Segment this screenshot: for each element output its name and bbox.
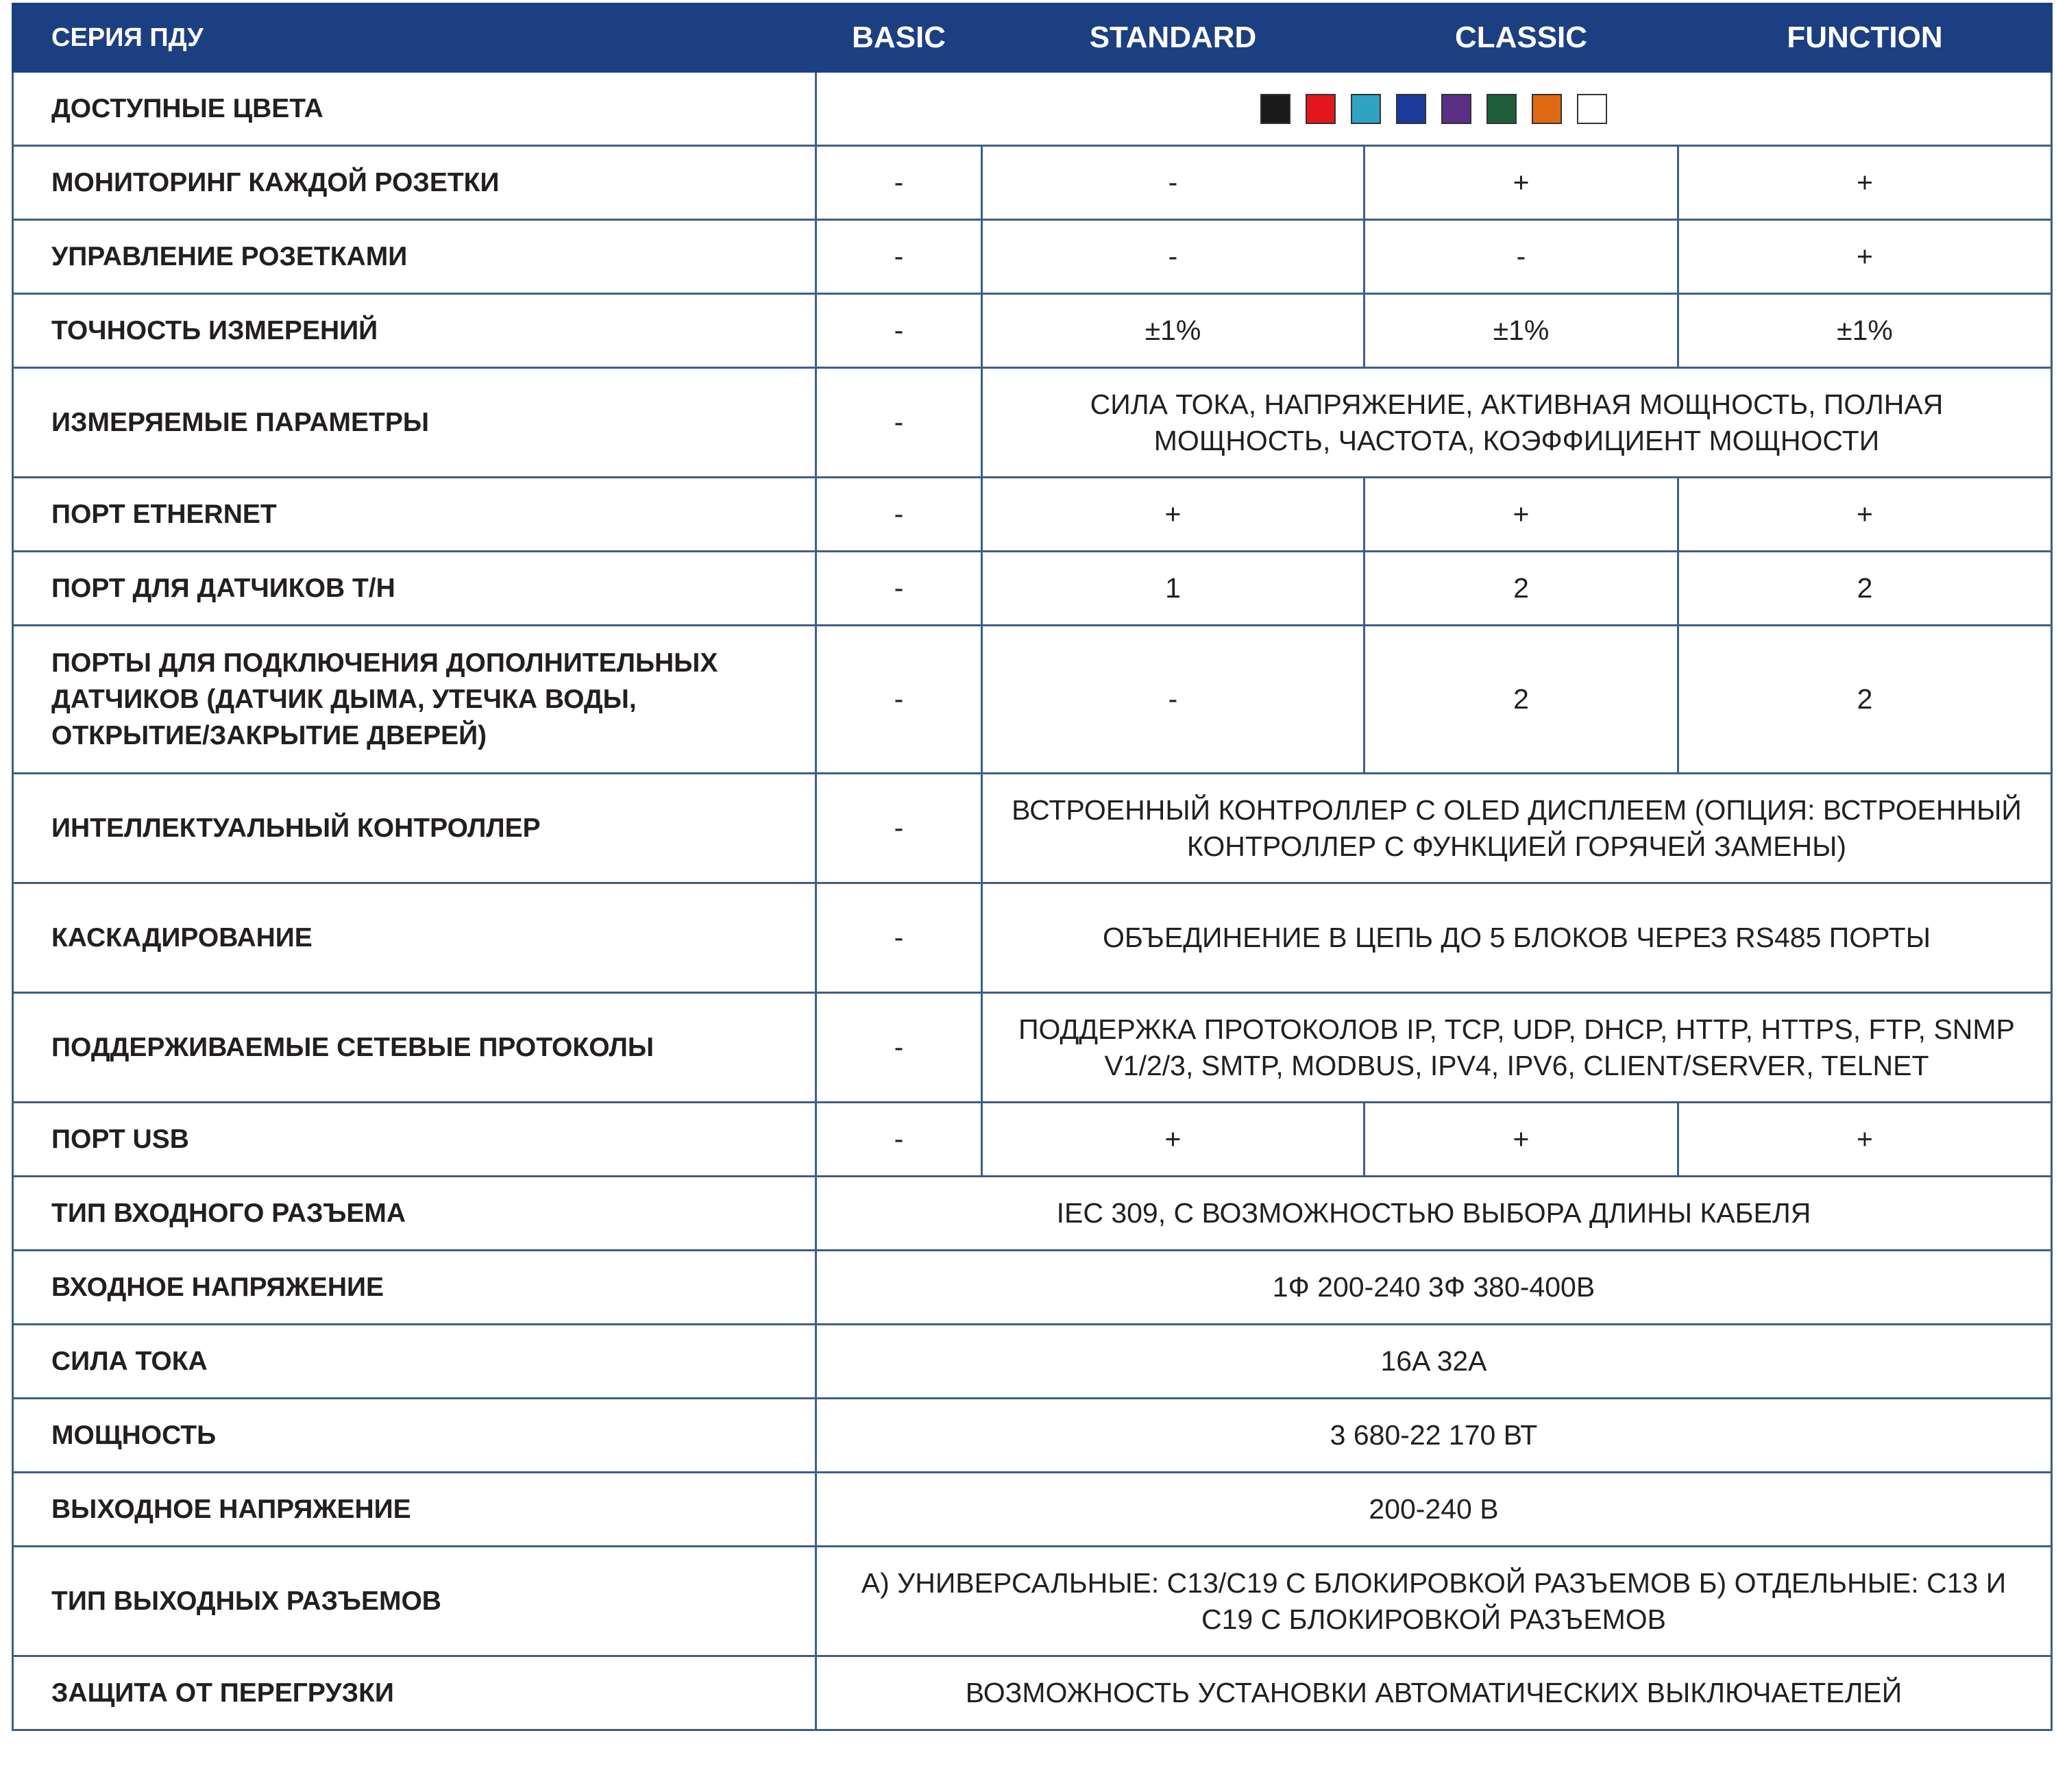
color-swatch: [1441, 94, 1471, 124]
header-row: [13, 4, 2052, 72]
table-row: [13, 1177, 2052, 1251]
row-label: ТИП ВЫХОДНЫХ РАЗЪЕМОВ: [13, 1547, 816, 1656]
table-row: [13, 1103, 2052, 1177]
table-row: [13, 883, 2052, 993]
row-label: ПОРТ ETHERNET: [13, 478, 816, 552]
row-label: МОЩНОСТЬ: [13, 1399, 816, 1473]
cell-function: +: [1678, 1103, 2052, 1177]
cell-standard: -: [982, 146, 1364, 220]
cell-classic: +: [1364, 146, 1678, 220]
cell-standard: 1: [982, 552, 1364, 626]
cell-standard: -: [982, 220, 1364, 294]
cell-basic: -: [816, 626, 982, 774]
cell-all: 16A 32A: [816, 1325, 2052, 1399]
spec-table: [12, 3, 2053, 1731]
table-row: [13, 993, 2052, 1103]
cell-all: ВОЗМОЖНОСТЬ УСТАНОВКИ АВТОМАТИЧЕСКИХ ВЫКЛЮЧАЕТЕЛЕЙ: [816, 1656, 2052, 1730]
cell-classic: +: [1364, 1103, 1678, 1177]
cell-all: IEC 309, С ВОЗМОЖНОСТЬЮ ВЫБОРА ДЛИНЫ КАБЕЛЯ: [816, 1177, 2052, 1251]
color-swatch: [1306, 94, 1336, 124]
row-label: ИЗМЕРЯЕМЫЕ ПАРАМЕТРЫ: [13, 368, 816, 478]
row-label: МОНИТОРИНГ КАЖДОЙ РОЗЕТКИ: [13, 146, 816, 220]
cell-classic: 2: [1364, 552, 1678, 626]
cell-function: +: [1678, 220, 2052, 294]
cell-function: +: [1678, 146, 2052, 220]
header-series: СЕРИЯ ПДУ: [13, 4, 816, 72]
table-row: [13, 1473, 2052, 1547]
cell-classic: ±1%: [1364, 294, 1678, 368]
row-label: ЗАЩИТА ОТ ПЕРЕГРУЗКИ: [13, 1656, 816, 1730]
row-label: СИЛА ТОКА: [13, 1325, 816, 1399]
row-label: КАСКАДИРОВАНИЕ: [13, 883, 816, 993]
header-classic: CLASSIC: [1364, 4, 1678, 72]
color-swatches-cell: [816, 72, 2052, 146]
cell-standard: ±1%: [982, 294, 1364, 368]
color-swatch: [1577, 94, 1607, 124]
table-row: [13, 220, 2052, 294]
cell-basic: -: [816, 294, 982, 368]
color-swatch: [1396, 94, 1426, 124]
table-row: [13, 1251, 2052, 1325]
cell-function: +: [1678, 478, 2052, 552]
cell-merged: ПОДДЕРЖКА ПРОТОКОЛОВ IP, TCP, UDP, DHCP, HTTP, HTTPS, FTP, SNMP V1/2/3, SMTP, MODBUS, IPV4, IPV6, CLIENT/SERVER, TELNET: [982, 993, 2052, 1103]
table-row: [13, 552, 2052, 626]
header-function: FUNCTION: [1678, 4, 2052, 72]
cell-basic: -: [816, 993, 982, 1103]
color-swatches: [817, 94, 2051, 124]
color-swatch: [1351, 94, 1381, 124]
cell-classic: -: [1364, 220, 1678, 294]
header-standard: STANDARD: [982, 4, 1364, 72]
cell-standard: -: [982, 626, 1364, 774]
colors-label: ДОСТУПНЫЕ ЦВЕТА: [13, 72, 816, 146]
cell-all: 200-240 В: [816, 1473, 2052, 1547]
cell-all: 3 680-22 170 ВТ: [816, 1399, 2052, 1473]
color-swatch: [1260, 94, 1290, 124]
table-row: [13, 146, 2052, 220]
colors-row: [13, 72, 2052, 146]
row-label: ПОРТЫ ДЛЯ ПОДКЛЮЧЕНИЯ ДОПОЛНИТЕЛЬНЫХ ДАТЧИКОВ (ДАТЧИК ДЫМА, УТЕЧКА ВОДЫ, ОТКРЫТИЕ/ЗАКРЫТИЕ ДВЕРЕЙ): [13, 626, 816, 774]
cell-classic: 2: [1364, 626, 1678, 774]
table-row: [13, 294, 2052, 368]
cell-merged: СИЛА ТОКА, НАПРЯЖЕНИЕ, АКТИВНАЯ МОЩНОСТЬ, ПОЛНАЯ МОЩНОСТЬ, ЧАСТОТА, КОЭФФИЦИЕНТ МОЩНОСТИ: [982, 368, 2052, 478]
cell-classic: +: [1364, 478, 1678, 552]
cell-standard: +: [982, 1103, 1364, 1177]
table-row: [13, 1547, 2052, 1656]
row-label: ПОДДЕРЖИВАЕМЫЕ СЕТЕВЫЕ ПРОТОКОЛЫ: [13, 993, 816, 1103]
cell-merged: ОБЪЕДИНЕНИЕ В ЦЕПЬ ДО 5 БЛОКОВ ЧЕРЕЗ RS485 ПОРТЫ: [982, 883, 2052, 993]
table-row: [13, 478, 2052, 552]
table-row: [13, 1656, 2052, 1730]
cell-merged: ВСТРОЕННЫЙ КОНТРОЛЛЕР С OLED ДИСПЛЕЕМ (ОПЦИЯ: ВСТРОЕННЫЙ КОНТРОЛЛЕР С ФУНКЦИЕЙ ГОРЯЧЕЙ ЗАМЕНЫ): [982, 774, 2052, 883]
row-label: ИНТЕЛЛЕКТУАЛЬНЫЙ КОНТРОЛЛЕР: [13, 774, 816, 883]
cell-function: ±1%: [1678, 294, 2052, 368]
cell-basic: -: [816, 220, 982, 294]
cell-basic: -: [816, 368, 982, 478]
row-label: ВХОДНОЕ НАПРЯЖЕНИЕ: [13, 1251, 816, 1325]
color-swatch: [1532, 94, 1562, 124]
cell-basic: -: [816, 774, 982, 883]
cell-basic: -: [816, 1103, 982, 1177]
cell-basic: -: [816, 478, 982, 552]
row-label: ВЫХОДНОЕ НАПРЯЖЕНИЕ: [13, 1473, 816, 1547]
row-label: ПОРТ USB: [13, 1103, 816, 1177]
cell-all: А) УНИВЕРСАЛЬНЫЕ: C13/C19 С БЛОКИРОВКОЙ РАЗЪЕМОВ Б) ОТДЕЛЬНЫЕ: C13 И C19 С БЛОКИРОВКОЙ РАЗЪЕМОВ: [816, 1547, 2052, 1656]
table-row: [13, 1399, 2052, 1473]
cell-basic: -: [816, 146, 982, 220]
cell-all: 1Ф 200-240 3Ф 380-400В: [816, 1251, 2052, 1325]
row-label: ПОРТ ДЛЯ ДАТЧИКОВ T/H: [13, 552, 816, 626]
cell-basic: -: [816, 552, 982, 626]
cell-standard: +: [982, 478, 1364, 552]
row-label: ТОЧНОСТЬ ИЗМЕРЕНИЙ: [13, 294, 816, 368]
table-row: [13, 626, 2052, 774]
table-row: [13, 368, 2052, 478]
table-row: [13, 1325, 2052, 1399]
cell-function: 2: [1678, 552, 2052, 626]
cell-function: 2: [1678, 626, 2052, 774]
header-basic: BASIC: [816, 4, 982, 72]
table-row: [13, 774, 2052, 883]
cell-basic: -: [816, 883, 982, 993]
row-label: ТИП ВХОДНОГО РАЗЪЕМА: [13, 1177, 816, 1251]
color-swatch: [1486, 94, 1517, 124]
row-label: УПРАВЛЕНИЕ РОЗЕТКАМИ: [13, 220, 816, 294]
